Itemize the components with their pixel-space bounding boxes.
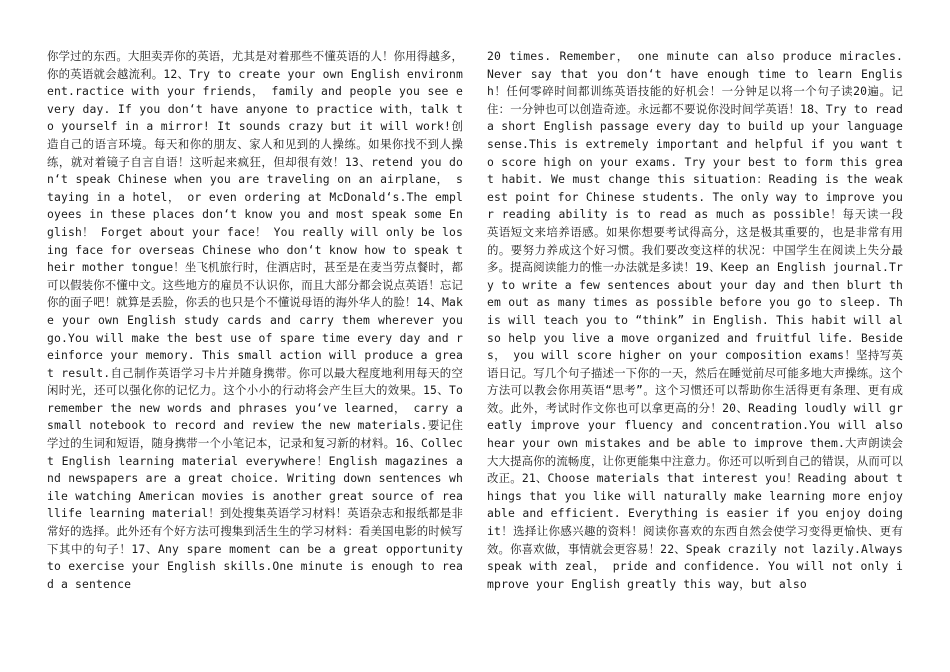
right-column-text: 20 times. Remember， one minute can also produce miracles. Never say that you don‘t have enough time to learn English！任何零碎时间都训练英语技能的好机会！一分钟足以将一个句子读20遍。记住：一分钟也可以创造奇迹。永远都不要说你没时间学英语！18、Try to read a short English passage every day to build up your language sense.This is extremely important and helpful if you want to score high on your exams. Try your best to form this great habit. We must change this situation：Reading is the weakest point for Chinese students. The only way to improve your reading ability is to read as much as possible！每天读一段英语短文来培养语感。如果你想要考试得高分，这是极其重要的，也是非常有用的。要努力养成这个好习惯。我们要改变这样的状况：中国学生在阅读上失分最多。提高阅读能力的惟一办法就是多读！19、Keep an English journal.Try to write a few sentences about your day and then blurt them out as many times as possible before you go to sleep. This will teach you to “think” in English. This habit will also help you live a move organized and fruitful life. Besides， you will score higher on your composition exams！坚持写英语日记。写几个句子描述一下你的一天，然后在睡觉前尽可能多地大声操练。这个方法可以教会你用英语“思考”。这个习惯还可以帮助你生活得更有条理、更有成效。此外，考试时作文你也可以拿更高的分！20、Reading loudly will greatly improve your fluency and concentration.You will also hear your own mistakes and be able to improve them.大声朗读会大大提高你的流畅度，让你更能集中注意力。你还可以听到自己的错误，从而可以改正。21、Choose materials that interest you！Reading about things that you like will naturally make learning more enjoyable and efficient. Everything is easier if you enjoy doing it！选择让你感兴趣的资料！阅读你喜欢的东西自然会使学习变得更愉快、更有效。你喜欢做，事情就会更容易！22、Speak crazily not lazily.Always speak with zeal， pride and confidence. You will not only improve your English greatly this way，but also: [487, 49, 903, 591]
right-text-column: [487, 48, 903, 660]
left-text-column: [47, 48, 463, 660]
left-column-text: 你学过的东西。大胆卖弄你的英语，尤其是对着那些不懂英语的人！你用得越多，你的英语就会越流利。12、Try to create your own English environment.ractice with your friends， family and people you see every day. If you don‘t have anyone to practice with，talk to yourself in a mirror! It sounds crazy but it will work!创造自己的语言环境。每天和你的朋友、家人和见到的人操练。如果你找不到人操练，就对着镜子自言自语！这听起来疯狂，但却很有效！13、retend you don‘t speak Chinese when you are traveling on an airplane， staying in a hotel， or even ordering at McDonald‘s.The employees in these places don‘t know you and most speak some English！ Forget about your face！ You really will only be losing face for overseas Chinese who don‘t know how to speak their mother tongue！坐飞机旅行时，住酒店时，甚至是在麦当劳点餐时，都可以假装你不懂中文。这些地方的雇员不认识你，而且大部分都会说点英语！忘记你的面子吧！就算是丢脸，你丢的也只是个不懂说母语的海外华人的脸！14、Make your own English study cards and carry them wherever you go.You will make the best use of spare time every day and reinforce your memory. This small action will produce a great result.自己制作英语学习卡片并随身携带。你可以最大程度地利用每天的空闲时光，还可以强化你的记忆力。这个小小的行动将会产生巨大的效果。15、To remember the new words and phrases you‘ve learned， carry a small notebook to record and review the new materials.要记住学过的生词和短语，随身携带一个小笔记本，记录和复习新的材料。16、Collect English learning material everywhere！English magazines and newspapers are a great choice. Writing down sentences while watching American movies is another great source of reallife learning material！到处搜集英语学习材料！英语杂志和报纸都是非常好的选择。此外还有个好方法可搜集到活生生的学习材料：看美国电影的时候写下其中的句子！17、Any spare moment can be a great opportunity to exercise your English skills.One minute is enough to read a sentence: [47, 49, 463, 591]
